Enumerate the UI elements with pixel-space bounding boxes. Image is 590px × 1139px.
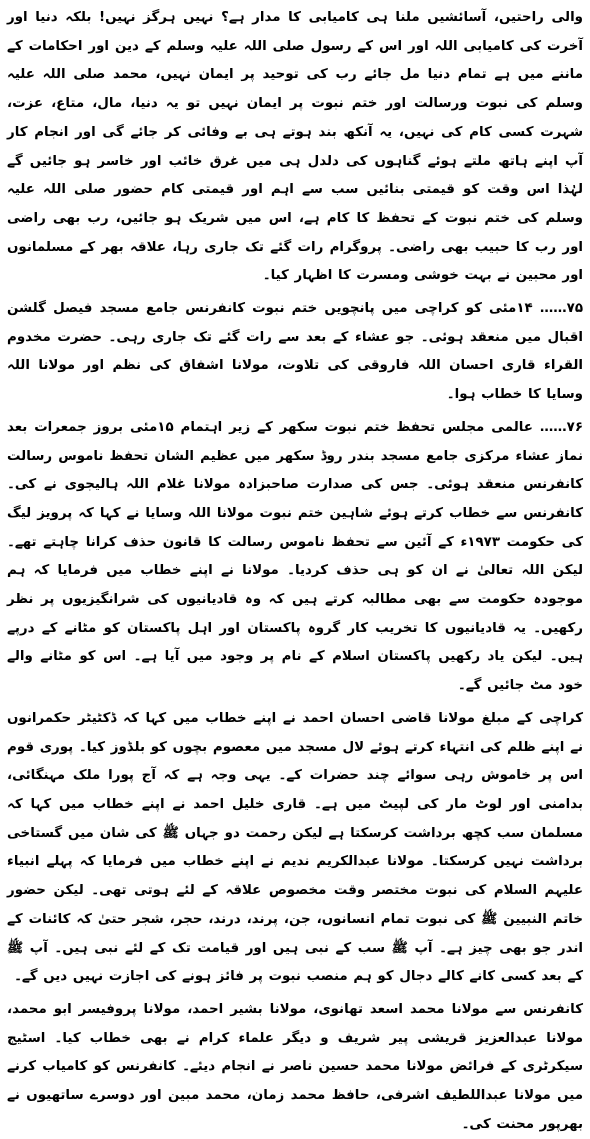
paragraph-intro: والی راحتیں، آسائشیں ملنا ہی کامیابی کا مدار ہے؟ نہیں ہرگز نہیں! بلکہ دنیا اور آخرت کی کامیابی اللہ اور اس کے رسول صلی اللہ علیہ وسلم کے دین اور احکامات کے ماننے میں ہے تمام دنیا مل جائے رب کی توحید پر ایمان نہیں، محمد صلی اللہ علیہ وسلم کی نبوت ورسالت اور ختم نبوت پر ایمان نہیں تو یہ دنیا، مال، متاع، عزت، شہرت کسی کام کی نہیں، یہ آنکھ بند ہوتے ہی بے وفائی کر جائے گی اور انجام کار آپ اپنے ہاتھ ملتے ہوئے گناہوں کی دلدل ہی میں غرق خائب اور خاسر ہو جائیں گے لہٰذا اس وقت کو قیمتی بنائیں سب سے اہم اور قیمتی کام حضور صلی اللہ علیہ وسلم کی ختم نبوت کے تحفظ کا کام ہے، اس میں شریک ہو جائیں، رب بھی راضی اور رب کا حبیب بھی راضی۔ پروگرام رات گئے تک جاری رہا، علاقہ بھر کے مسلمانوں اور محبین نے بہت خوشی ومسرت کا اظہار کیا۔ — [7, 10, 583, 284]
paragraph-item-75: ۷۵…… ۱۴مئی کو کراچی میں پانچویں ختم نبوت کانفرنس جامع مسجد فیصل گلشن اقبال میں منعقد ہوئی۔ جو عشاء کے بعد سے رات گئے تک جاری رہی۔ حضرت مخدوم القراء قاری احسان اللہ فاروقی کی تلاوت، مولانا اشفاق کی نظم اور مولانا اللہ وسایا کا خطاب ہوا۔ — [7, 301, 583, 403]
paragraph-conference-speakers: کانفرنس سے مولانا محمد اسعد تھانوی، مولانا بشیر احمد، مولانا پروفیسر ابو محمد، مولانا عبدالعزیز قریشی پیر شریف و دیگر علماء کرام نے بھی خطاب کیا۔ اسٹیج سیکرٹری کے فرائض مولانا محمد حسین ناصر نے انجام دیئے۔ کانفرنس کو کامیاب کرنے میں مولانا عبداللطیف اشرفی، حافظ محمد زمان، محمد مبین اور دوسرے ساتھیوں نے بھرپور محنت کی۔ — [7, 1001, 583, 1132]
paragraph-karachi-speech: کراچی کے مبلغ مولانا قاضی احسان احمد نے اپنے خطاب میں کہا کہ ڈکٹیٹر حکمرانوں نے اپنے ظلم کی انتہاء کرتے ہوئے لال مسجد میں معصوم بچوں کو بلڈوز کیا۔ پوری قوم اس پر خاموش رہی سوائے چند حضرات کے۔ یہی وجہ ہے کہ آج پورا ملک مہنگائی، بدامنی اور لوٹ مار کی لپیٹ میں ہے۔ قاری خلیل احمد نے اپنے خطاب میں کہا کہ مسلمان سب کچھ برداشت کرسکتا ہے لیکن رحمت دو جہاں ﷺ کی شان میں گستاخی برداشت نہیں کرسکتا۔ مولانا عبدالکریم ندیم نے اپنے خطاب میں فرمایا کہ پہلے انبیاء علیہم السلام کی نبوت مختصر وقت مخصوص علاقہ کے لئے ہوتی تھی۔ لیکن حضور خاتم النبیین ﷺ کی نبوت تمام انسانوں، جن، پرند، درند، حجر، شجر حتیٰ کہ کائنات کے اندر جو بھی چیز ہے۔ آپ ﷺ سب کے نبی ہیں اور قیامت تک کے لئے نبی ہیں۔ آپ ﷺ کے بعد کسی کانے کالے دجال کو ہم منصب نبوت پر فائز ہونے کی اجازت نہیں دیں گے۔ — [7, 710, 583, 985]
paragraph-item-76: ۷۶…… عالمی مجلس تحفظ ختم نبوت سکھر کے زیر اہتمام ۱۵مئی بروز جمعرات بعد نماز عشاء مرکزی جامع مسجد بندر روڈ سکھر میں عظیم الشان تحفظ ناموس رسالت کانفرنس منعقد ہوئی۔ جس کی صدارت صاحبزادہ مولانا غلام اللہ ہالیجوی نے کی۔ کانفرنس سے خطاب کرتے ہوئے شاہین ختم نبوت مولانا اللہ وسایا نے کہا کہ پرویز لیگ کی حکومت ۱۹۷۳ء کے آئین سے تحفظ ناموس رسالت کا قانون حذف کرانا چاہتے تھے۔ لیکن اللہ تعالیٰ نے ان کو ہی حذف کردیا۔ مولانا نے اپنے خطاب میں فرمایا کہ ہم موجودہ حکومت سے بھی مطالبہ کرتے ہیں کہ وہ قادیانیوں کی شرانگیزیوں پر نظر رکھیں۔ یہ قادیانیوں کا تخریب کار گروہ پاکستان اور اہل پاکستان کو مٹانے کے درپے ہیں۔ لیکن یاد رکھیں پاکستان اسلام کے نام پر وجود میں آیا ہے۔ اس کو مٹانے والے خود مٹ جائیں گے۔ — [7, 419, 583, 694]
